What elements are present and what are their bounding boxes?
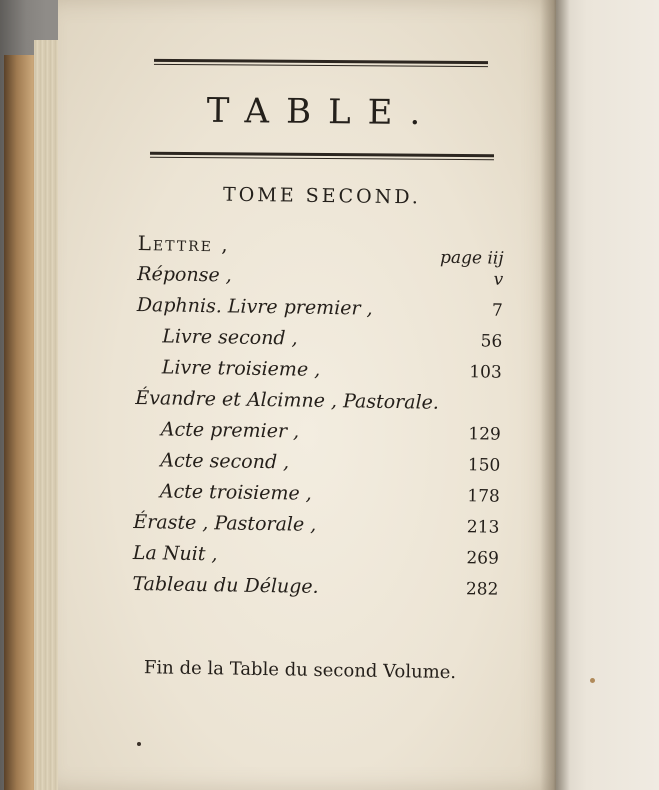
table-footer: Fin de la Table du second Volume. [143,657,457,684]
entry-label: Acte troisieme , [159,480,312,505]
contents-list [132,228,504,606]
entry-page: 7 [491,300,503,321]
entry-page: 150 [467,455,501,476]
entry-page: 103 [469,362,502,383]
entry-page: 56 [480,331,503,352]
page-title: TABLE. [206,90,438,134]
entry-page: 282 [465,579,499,600]
paper-spot [590,678,595,683]
entry-label: Daphnis. Livre premier , [136,293,373,320]
entry-label: Évandre et Alcimne , Pastorale. [135,386,440,414]
entry-page: page iij [439,247,504,269]
entry-label: Éraste , Pastorale , [133,510,317,536]
ink-speck [137,742,141,746]
entry-page: 129 [468,424,501,445]
entry-label: Livre troisieme , [161,356,321,381]
entry-label: Livre second , [162,325,298,350]
entry-label: Acte second , [160,449,290,474]
entry-page: 213 [466,517,500,538]
entry-label: La Nuit , [132,541,218,566]
entry-page: v [493,269,504,290]
book-gutter [540,0,570,790]
entry-label: Lettre , [137,230,230,257]
entry-page: 178 [467,486,500,507]
entry-label: Acte premier , [160,418,300,443]
volume-subtitle: TOME SECOND. [222,183,422,209]
list-item [132,569,498,606]
facing-page [556,0,659,790]
entry-label: Réponse , [137,262,232,287]
entry-page: 269 [466,548,500,569]
entry-label: Tableau du Déluge. [132,572,319,598]
